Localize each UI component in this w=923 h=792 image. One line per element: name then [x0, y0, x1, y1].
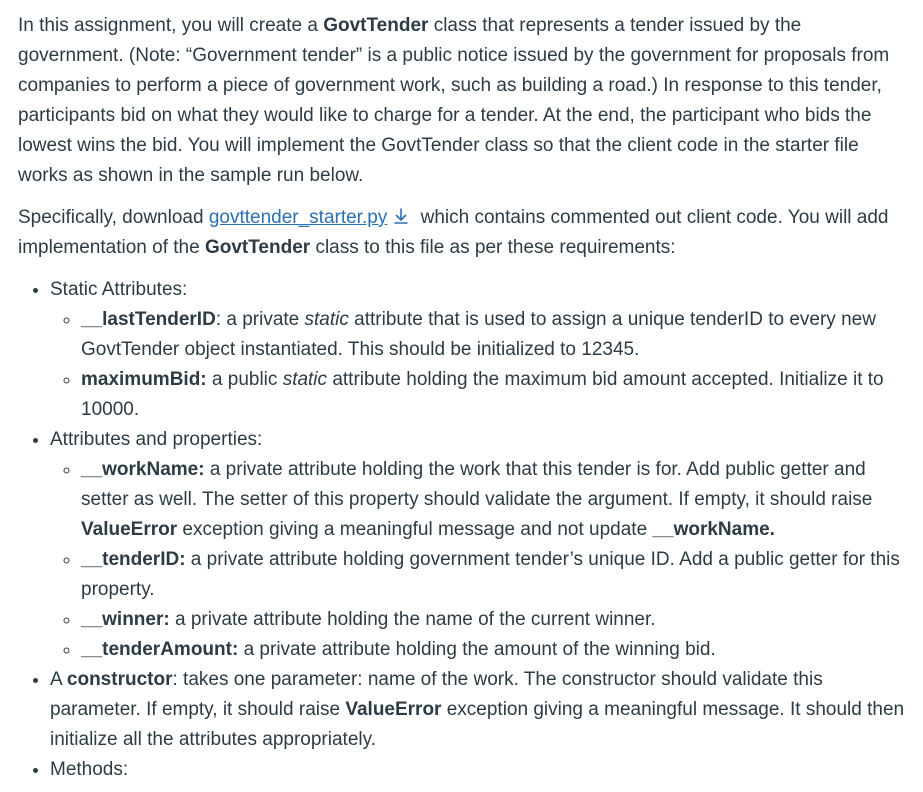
text: a private attribute holding government tender’s unique ID. Add a public getter for this property.: [81, 549, 900, 600]
text: a private attribute holding the amount of the winning bid.: [238, 639, 716, 660]
static-attributes-list: [50, 305, 907, 425]
list-item-label: Static Attributes:: [50, 279, 188, 300]
list-item: [81, 305, 907, 365]
text: class that represents a tender issued by the government. (Note: “Government tender” is a public notice issued by the government for proposals from companies to perform a piece of government work, such as building a road.) In response to this tender, participants bid on what they would like to charge for a tender. At the end, the participant who bids the lowest wins the bid. You will implement the GovtTender class so that the client code in the starter file works as shown in the sample run below.: [18, 15, 890, 186]
text: attribute that is used to assign a unique tenderID to every new GovtTender object instantiated. This should be initialized to 12345.: [81, 309, 876, 360]
text: static: [282, 369, 328, 390]
text: static: [304, 309, 349, 330]
exception-name: ValueError: [345, 699, 442, 720]
text: In this assignment, you will create a: [18, 15, 324, 36]
attribute-name: __workName:: [81, 459, 205, 480]
list-item-label: Methods:: [50, 759, 129, 780]
list-item: [81, 605, 907, 635]
list-item-attributes: [50, 425, 907, 665]
attribute-name: __tenderID:: [81, 549, 186, 570]
attribute-name: __workName.: [652, 519, 775, 540]
list-item-static-attributes: [50, 275, 907, 425]
text: exception giving a meaningful message. It should then initialize all the attributes appropriately.: [50, 699, 905, 750]
list-item-label: Attributes and properties:: [50, 429, 263, 450]
text: a public: [206, 369, 283, 390]
text: exception giving a meaningful message and not update: [177, 519, 653, 540]
intro-paragraph: [18, 11, 907, 191]
download-paragraph: [18, 203, 907, 263]
list-item-methods: [50, 755, 907, 785]
class-name: GovtTender: [323, 15, 429, 36]
class-name: GovtTender: [204, 237, 311, 258]
text: attribute holding the maximum bid amount accepted. Initialize it to 10000.: [81, 369, 884, 420]
text: : takes one parameter: name of the work. The constructor should validate this parameter. If empty, it should raise: [50, 669, 823, 720]
text: which contains commented out client code. You will add implementation of the: [18, 207, 889, 258]
constructor-label: constructor: [66, 669, 173, 690]
list-item: [81, 635, 907, 665]
text: Specifically, download: [18, 207, 209, 228]
list-item: [81, 545, 907, 605]
attribute-name: __tenderAmount:: [81, 639, 239, 660]
list-item: [81, 365, 907, 425]
list-item: [81, 455, 907, 545]
attribute-name: __winner:: [81, 609, 170, 630]
download-icon[interactable]: [391, 206, 411, 226]
starter-file-link[interactable]: govttender_starter.py: [208, 207, 388, 228]
exception-name: ValueError: [81, 519, 178, 540]
text: a private attribute holding the name of the current winner.: [169, 609, 656, 630]
text: class to this file as per these requirements:: [310, 237, 676, 258]
attribute-name: maximumBid:: [81, 369, 207, 390]
text: A: [50, 669, 67, 690]
text: : a private: [215, 309, 305, 330]
attributes-list: [50, 455, 907, 665]
requirements-list: [18, 275, 907, 785]
text: a private attribute holding the work that this tender is for. Add public getter and setter as well. The setter of this property should validate the argument. If empty, it should raise: [81, 459, 873, 510]
list-item-constructor: [50, 665, 907, 755]
attribute-name: __lastTenderID: [81, 309, 216, 330]
